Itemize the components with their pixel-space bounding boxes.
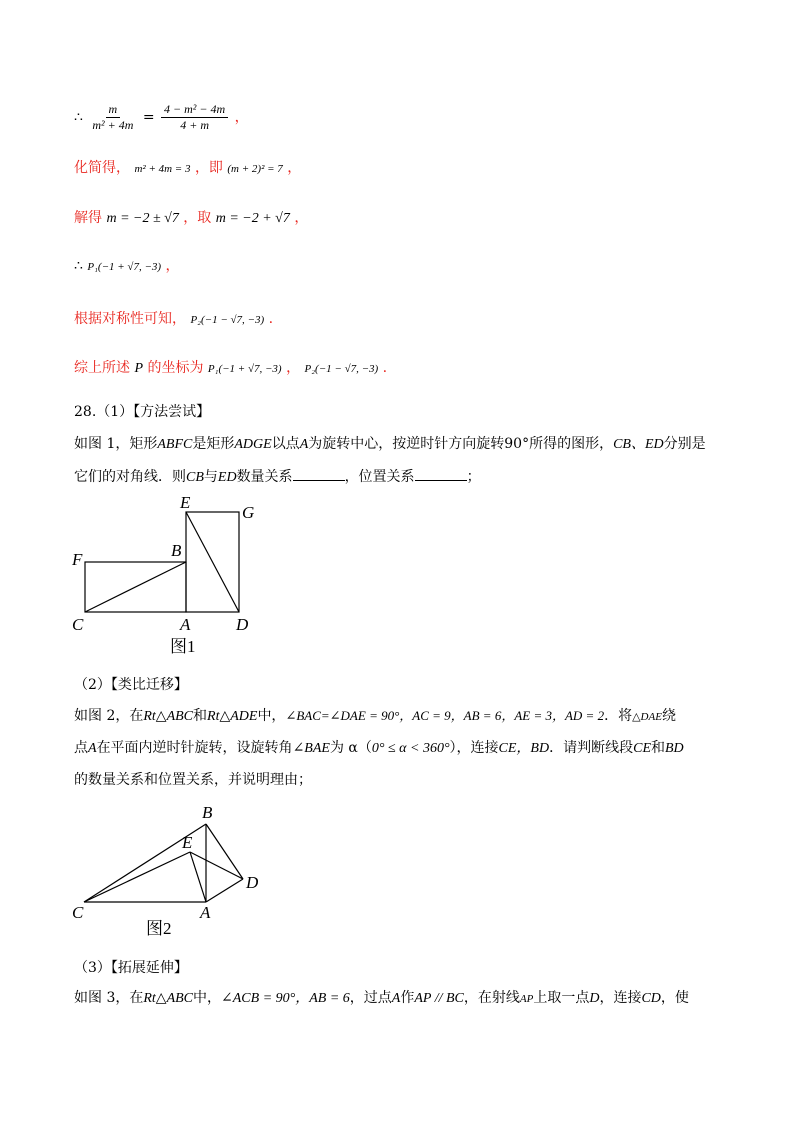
part3-text-line-1 (74, 988, 689, 1009)
fraction-rhs (161, 102, 228, 133)
segment-bd (206, 824, 243, 879)
text-run: 中， (257, 708, 286, 724)
label-b: B (202, 803, 213, 822)
segment-bd: BD (665, 741, 684, 756)
fraction-lhs-denominator: m² + 4m (92, 118, 134, 132)
text-run: 所得的图形， (529, 436, 614, 452)
p1-end: ， (165, 258, 180, 274)
part2-heading: （2）【类比迁移】 (74, 677, 188, 693)
simplify-label: 化简得， (74, 160, 130, 176)
text-run: ，过点 (349, 990, 392, 1006)
diagonal-ed (186, 512, 239, 612)
figure-2-caption: 图2 (146, 919, 172, 938)
text-run: 绕 (661, 708, 676, 724)
text-run: 以点 (271, 436, 300, 452)
text-run: 是矩形 (192, 436, 235, 452)
segment-ce: CE (633, 741, 651, 756)
segments-ce-bd: CE，BD (498, 741, 550, 756)
simplify-line (74, 158, 301, 179)
label-d: D (246, 873, 259, 892)
p1-coordinates: P₁(−1 + √7, −3) (87, 261, 162, 273)
label-e: E (180, 493, 191, 512)
symmetry-end: . (268, 311, 274, 327)
solve-end: ， (294, 210, 309, 226)
text-run: 如图 1，矩形 (74, 436, 158, 452)
label-a: A (180, 615, 191, 634)
summary-p1: P₁(−1 + √7, −3) (207, 363, 282, 375)
part2-text-line-1 (74, 706, 676, 727)
text-run: 与 (203, 469, 218, 485)
summary-comma: ， (286, 360, 301, 376)
summary-end: . (382, 360, 388, 376)
text-run: 数量关系 (236, 469, 293, 485)
text-run: ； (466, 469, 481, 485)
label-a: A (200, 903, 211, 922)
summary-p2: P₂(−1 − √7, −3) (304, 363, 379, 375)
text-run: ），连接 (449, 740, 499, 756)
solve-label: 解得 (74, 210, 102, 226)
point-d: D (589, 991, 600, 1006)
part2-text-line-2 (74, 738, 684, 759)
fraction-lhs (89, 102, 136, 133)
simplify-equation: m² + 4m = 3 (134, 163, 191, 175)
figure-1-caption: 图1 (170, 637, 196, 656)
text-run: 点 (74, 740, 88, 756)
text-run: ，使 (660, 990, 689, 1006)
fraction-rhs-numerator: 4 − m² − 4m (161, 102, 228, 118)
summary-line (74, 358, 387, 379)
given-conditions: ∠ACB = 90°，AB = 6 (221, 991, 350, 1006)
answer-blank-quantity[interactable] (293, 466, 345, 481)
point-a: A (88, 741, 97, 756)
part2-text-line-3: 的数量关系和位置关系，并说明理由； (74, 772, 312, 788)
solve-connector: ，取 (183, 210, 212, 226)
ray-ap: AP (519, 993, 534, 1005)
equation-line-1 (74, 102, 249, 133)
parallel-ap-bc: AP // BC (414, 991, 464, 1006)
segment-cb: CB (186, 470, 204, 485)
label-c: C (72, 615, 84, 634)
text-run: 如图 2，在 (74, 708, 144, 724)
p2-coordinates: P₂(−1 − √7, −3) (190, 314, 265, 326)
label-g: G (242, 503, 255, 522)
text-run: 如图 3，在 (74, 990, 144, 1006)
segment-cd: CD (641, 991, 661, 1006)
triangle-abc: Rt△ABC (143, 991, 194, 1006)
text-run: 中， (193, 990, 222, 1006)
angle-range: 0° ≤ α < 360° (371, 741, 450, 756)
label-b: B (171, 541, 182, 560)
therefore-symbol: ∴ (74, 258, 83, 274)
equals-sign: = (142, 109, 155, 126)
text-run: 在平面内逆时针旋转，设旋转角 (96, 740, 293, 756)
label-f: F (72, 550, 83, 569)
label-c: C (72, 903, 84, 922)
solve-equation: m = −2 ± √7 (106, 211, 179, 226)
fraction-lhs-numerator: m (106, 102, 121, 118)
angle-bae: ∠BAE (292, 741, 330, 756)
rect-adge: ADGE (234, 437, 272, 452)
simplify-end: ， (287, 160, 302, 176)
text-run: 作 (400, 990, 415, 1006)
solve-equation-2: m = −2 + √7 (215, 211, 290, 226)
symmetry-line (74, 309, 273, 330)
label-d: D (236, 615, 249, 634)
label-e: E (182, 833, 193, 852)
figure-2 (60, 796, 300, 942)
text-run: ，位置关系 (344, 469, 415, 485)
summary-connector: 的坐标为 (147, 360, 204, 376)
text-run: 为旋转中心，按逆时针方向旋转 (308, 436, 505, 452)
simplify-connector: ，即 (194, 160, 223, 176)
summary-label: 综上所述 (74, 360, 130, 376)
text-run: 为 α（ (329, 740, 372, 756)
point-a: A (299, 437, 309, 452)
q28-heading: 28.（1）【方法尝试】 (74, 404, 211, 420)
diagonals: CB、ED (613, 437, 664, 452)
text-run: 上取一点 (533, 990, 590, 1006)
part3-heading: （3）【拓展延伸】 (74, 960, 188, 976)
text-run: 它们的对角线．则 (74, 469, 186, 485)
point-a: A (391, 991, 401, 1006)
part1-text-line-1 (74, 434, 706, 455)
text-run: ，连接 (599, 990, 642, 1006)
given-conditions: ∠BAC=∠DAE = 90°，AC = 9，AB = 6，AE = 3，AD = 2 (285, 708, 605, 723)
text-run: 分别是 (663, 436, 706, 452)
fraction-rhs-denominator: 4 + m (180, 118, 209, 132)
text-run: 和 (193, 708, 208, 724)
p1-line (74, 256, 180, 277)
rect-abfc: ABFC (157, 437, 193, 452)
solve-line (74, 208, 308, 229)
text-run: ，在射线 (463, 990, 520, 1006)
simplify-equation-2: (m + 2)² = 7 (227, 163, 283, 175)
segment-ce (84, 852, 190, 902)
text-run: ．请判断线段 (549, 740, 634, 756)
therefore-symbol: ∴ (74, 109, 83, 126)
diagonal-cb (85, 562, 186, 612)
summary-variable: P (134, 361, 144, 376)
symmetry-label: 根据对称性可知， (74, 311, 186, 327)
segment-ed: ED (217, 470, 237, 485)
part1-text-line-2 (74, 466, 481, 488)
figure-1 (60, 492, 280, 662)
triangle-abc: Rt△ABC (143, 709, 194, 724)
segment-ad (206, 879, 243, 902)
text-run: 和 (651, 740, 665, 756)
text-run: ．将 (604, 708, 633, 724)
answer-blank-position[interactable] (415, 466, 467, 481)
equation-comma: ， (234, 109, 249, 126)
triangle-dae: △DAE (632, 711, 662, 723)
angle-90: 90° (504, 436, 530, 452)
triangle-ade: Rt△ADE (207, 709, 258, 724)
